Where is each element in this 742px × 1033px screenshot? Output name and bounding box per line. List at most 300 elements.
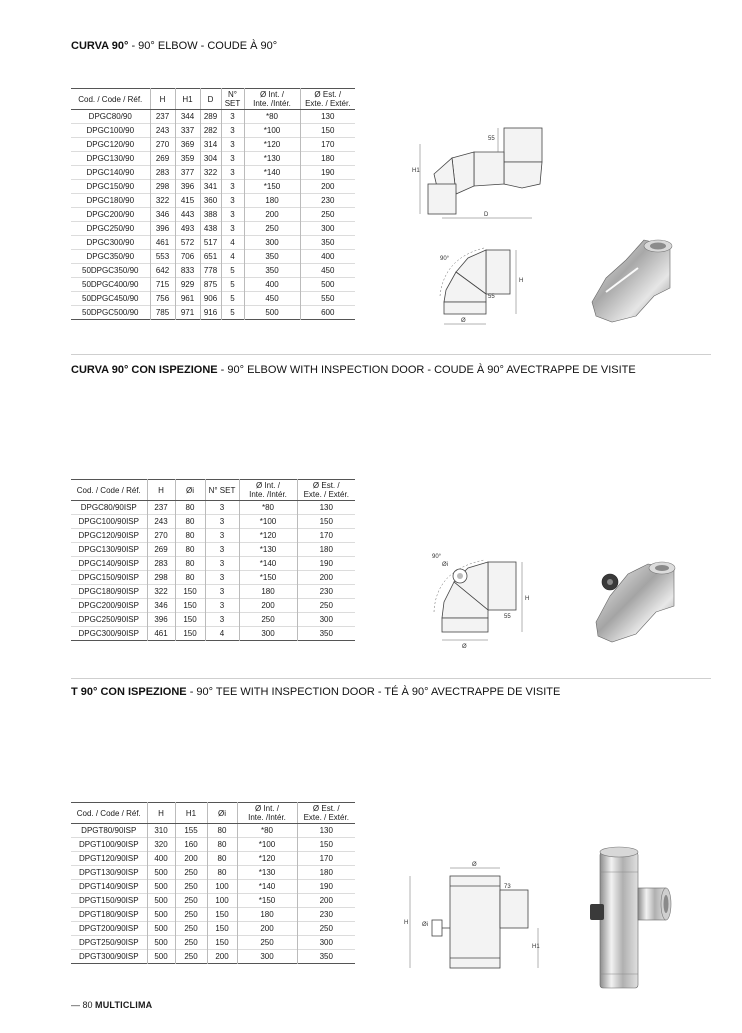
table-cell: 250 — [237, 936, 297, 950]
table-cell: 160 — [175, 838, 207, 852]
table-cell: 500 — [147, 922, 175, 936]
table-cell: *140 — [239, 557, 297, 571]
table-cell: 3 — [205, 585, 239, 599]
table-cell: 500 — [244, 306, 300, 320]
column-header — [71, 89, 150, 110]
table-cell: 282 — [200, 124, 221, 138]
table-row — [71, 824, 355, 838]
table-cell: 322 — [147, 585, 175, 599]
table-cell: 493 — [175, 222, 200, 236]
table-cell: 344 — [175, 110, 200, 124]
table-cell: 396 — [175, 180, 200, 194]
table-cell: 269 — [147, 543, 175, 557]
product-code-cell: DPGC250/90 — [71, 222, 150, 236]
header-line-1: Øi — [186, 485, 194, 495]
table-cell: 300 — [239, 627, 297, 641]
table-cell: 3 — [205, 501, 239, 515]
table-cell: 250 — [175, 950, 207, 964]
table-cell: 337 — [175, 124, 200, 138]
table-cell: 4 — [221, 250, 244, 264]
table-cell: 500 — [300, 278, 355, 292]
elbow-product-photo — [586, 232, 682, 328]
elbow-inspection-drawing — [424, 542, 540, 652]
table-cell: 250 — [244, 222, 300, 236]
table-cell: 572 — [175, 236, 200, 250]
column-header — [297, 480, 355, 501]
column-header — [71, 803, 147, 824]
product-code-cell: DPGC100/90 — [71, 124, 150, 138]
table-cell: 3 — [221, 208, 244, 222]
table-row — [71, 124, 355, 138]
title-rest: - 90° TEE WITH INSPECTION DOOR - TÉ À 90° AVECTRAPPE DE VISITE — [186, 686, 561, 698]
header-line-1: H — [158, 485, 164, 495]
table-row — [71, 838, 355, 852]
table-row — [71, 166, 355, 180]
product-code-cell: DPGT100/90ISP — [71, 838, 147, 852]
tee-inspection-product-photo — [582, 842, 678, 994]
column-header — [300, 89, 355, 110]
table-cell: 500 — [147, 908, 175, 922]
table-cell: *120 — [237, 852, 297, 866]
table-cell: 400 — [244, 278, 300, 292]
table-cell: 359 — [175, 152, 200, 166]
table-cell: 550 — [300, 292, 355, 306]
table-row — [71, 138, 355, 152]
table-cell: 320 — [147, 838, 175, 852]
table-cell: 300 — [297, 613, 355, 627]
column-header — [175, 480, 205, 501]
table-row — [71, 866, 355, 880]
table-row — [71, 571, 355, 585]
header-line-2: Exte. / Extér. — [303, 490, 349, 499]
product-code-cell: DPGC350/90 — [71, 250, 150, 264]
table-cell: 3 — [205, 613, 239, 627]
label-d: D — [484, 212, 489, 218]
elbow-front-drawing — [430, 236, 530, 332]
table-cell: 310 — [147, 824, 175, 838]
table-cell: 237 — [150, 110, 175, 124]
table-cell: 130 — [300, 110, 355, 124]
product-code-cell: DPGC80/90ISP — [80, 503, 137, 512]
table-cell: 170 — [297, 852, 355, 866]
title-rest: - 90° ELBOW WITH INSPECTION DOOR - COUDE À 90° AVECTRAPPE DE VISITE — [217, 364, 636, 376]
table-cell: 237 — [147, 501, 175, 515]
table-cell: 3 — [205, 529, 239, 543]
table-row — [71, 599, 355, 613]
table-cell: 304 — [200, 152, 221, 166]
table-cell: 80 — [207, 824, 237, 838]
table-cell: *120 — [239, 529, 297, 543]
table-row — [71, 627, 355, 641]
product-code-cell: DPGT140/90ISP — [71, 880, 147, 894]
header-line-1: Cod. / Code / Réf. — [76, 485, 141, 495]
table-cell: 150 — [175, 585, 205, 599]
table-cell: 200 — [237, 922, 297, 936]
table-cell: 250 — [175, 908, 207, 922]
table-cell: 314 — [200, 138, 221, 152]
table-cell: 350 — [244, 250, 300, 264]
product-code-cell: DPGC100/90ISP — [71, 515, 147, 529]
page-footer — [71, 1000, 152, 1010]
table-row — [71, 208, 355, 222]
table-cell: 300 — [297, 936, 355, 950]
table-cell: 200 — [207, 950, 237, 964]
table-cell: 270 — [147, 529, 175, 543]
table-cell: 833 — [175, 264, 200, 278]
table-cell: 200 — [175, 852, 207, 866]
table-header-row — [71, 480, 355, 501]
table-header-row — [71, 803, 355, 824]
table-cell: 517 — [200, 236, 221, 250]
table-cell: 80 — [175, 529, 205, 543]
table-cell: 350 — [244, 264, 300, 278]
table-cell: 250 — [175, 894, 207, 908]
table-cell: 778 — [200, 264, 221, 278]
header-line-1: Øi — [218, 808, 226, 818]
column-header — [200, 89, 221, 110]
header-line-1: Cod. / Code / Réf. — [76, 808, 141, 818]
table-cell: 3 — [205, 557, 239, 571]
spec-table-elbow-90 — [71, 88, 355, 320]
header-line-2: Exte. / Extér. — [303, 813, 349, 822]
table-cell: 3 — [205, 515, 239, 529]
product-code-cell: DPGC180/90 — [71, 194, 150, 208]
table-cell: 3 — [221, 152, 244, 166]
table-cell: 150 — [207, 922, 237, 936]
table-cell: *80 — [237, 824, 297, 838]
table-cell: 500 — [147, 936, 175, 950]
table-cell: 283 — [147, 557, 175, 571]
table-cell: 230 — [300, 194, 355, 208]
table-cell: 450 — [300, 264, 355, 278]
table-row — [71, 543, 355, 557]
table-cell: 961 — [175, 292, 200, 306]
table-cell: 300 — [300, 222, 355, 236]
table-cell: 3 — [221, 180, 244, 194]
label-73: 73 — [504, 884, 511, 890]
table-cell: 200 — [297, 894, 355, 908]
column-header — [175, 89, 200, 110]
table-cell: 250 — [297, 599, 355, 613]
title-bold: CURVA 90° CON ISPEZIONE — [71, 364, 218, 376]
product-code-cell: DPGT130/90ISP — [71, 866, 147, 880]
header-line-1: Cod. / Code / Réf. — [78, 94, 143, 104]
table-cell: 80 — [207, 866, 237, 880]
table-cell: *150 — [237, 894, 297, 908]
table-cell: 200 — [239, 599, 297, 613]
table-cell: 250 — [175, 936, 207, 950]
table-row — [71, 264, 355, 278]
header-line-2: Inte. /Intér. — [253, 99, 291, 108]
table-cell: 289 — [200, 110, 221, 124]
table-cell: 756 — [150, 292, 175, 306]
product-code-cell: DPGC80/90 — [88, 112, 132, 121]
table-cell: 500 — [147, 880, 175, 894]
table-cell: 377 — [175, 166, 200, 180]
section-title-tee-inspection — [71, 686, 560, 698]
table-row — [71, 306, 355, 320]
table-cell: 80 — [175, 515, 205, 529]
table-cell: 322 — [200, 166, 221, 180]
section-divider — [71, 354, 711, 355]
product-code-cell: DPGC130/90 — [71, 152, 150, 166]
table-cell: 170 — [300, 138, 355, 152]
table-cell: *80 — [244, 110, 300, 124]
product-code-cell: DPGC250/90ISP — [71, 613, 147, 627]
label-h1: H1 — [412, 168, 420, 174]
spec-table-tee-inspection — [71, 802, 355, 964]
table-cell: 250 — [175, 880, 207, 894]
table-cell: 5 — [221, 292, 244, 306]
table-cell: *120 — [244, 138, 300, 152]
table-row — [71, 194, 355, 208]
table-row — [71, 292, 355, 306]
label-h1: H1 — [532, 944, 540, 950]
table-row — [71, 529, 355, 543]
table-cell: 150 — [300, 124, 355, 138]
table-cell: 396 — [150, 222, 175, 236]
header-line-1: Ø Int. / — [259, 90, 284, 99]
table-cell: 80 — [175, 571, 205, 585]
header-line-1: H — [158, 808, 164, 818]
header-line-1: N° SET — [208, 485, 236, 495]
header-line-1: H1 — [185, 808, 197, 818]
table-cell: 80 — [175, 557, 205, 571]
label-angle: 90° — [440, 256, 450, 262]
elbow-side-drawing — [412, 122, 562, 222]
table-cell: 916 — [200, 306, 221, 320]
label-55b: 55 — [488, 294, 495, 300]
table-cell: 388 — [200, 208, 221, 222]
table-cell: 350 — [297, 950, 355, 964]
table-cell: 200 — [297, 571, 355, 585]
table-cell: 3 — [205, 599, 239, 613]
product-code-cell: DPGC120/90ISP — [71, 529, 147, 543]
table-row — [71, 515, 355, 529]
table-cell: 298 — [150, 180, 175, 194]
label-di: Øi — [442, 562, 448, 568]
table-cell: 150 — [297, 838, 355, 852]
product-code-cell: DPGC140/90 — [71, 166, 150, 180]
table-cell: 5 — [221, 278, 244, 292]
table-cell: 3 — [205, 571, 239, 585]
table-cell: 150 — [207, 908, 237, 922]
table-cell: 415 — [175, 194, 200, 208]
table-cell: *150 — [244, 180, 300, 194]
table-cell: 461 — [147, 627, 175, 641]
table-cell: 150 — [175, 627, 205, 641]
header-line-1: Ø Est. / — [312, 804, 340, 813]
table-cell: 230 — [297, 908, 355, 922]
table-cell: 80 — [207, 838, 237, 852]
page-number: — 80 — [71, 1000, 93, 1010]
table-cell: *140 — [237, 880, 297, 894]
table-row — [71, 894, 355, 908]
table-cell: 150 — [297, 515, 355, 529]
column-header — [239, 480, 297, 501]
table-cell: 3 — [221, 138, 244, 152]
table-cell: 270 — [150, 138, 175, 152]
table-cell: 190 — [297, 557, 355, 571]
header-line-1: H — [159, 94, 166, 104]
table-cell: 190 — [300, 166, 355, 180]
table-cell: 346 — [147, 599, 175, 613]
brand-name: MULTICLIMA — [95, 1000, 153, 1010]
table-cell: 80 — [207, 852, 237, 866]
table-cell: 3 — [205, 543, 239, 557]
table-cell: 875 — [200, 278, 221, 292]
product-code-cell: 50DPGC400/90 — [71, 278, 150, 292]
table-cell: 322 — [150, 194, 175, 208]
table-row — [71, 501, 355, 515]
table-cell: 200 — [300, 180, 355, 194]
header-line-1: N° — [228, 90, 237, 99]
header-line-2: Exte. / Extér. — [305, 99, 351, 108]
table-cell: 250 — [300, 208, 355, 222]
table-cell: 4 — [205, 627, 239, 641]
table-cell: 438 — [200, 222, 221, 236]
table-cell: 150 — [175, 613, 205, 627]
column-header — [237, 803, 297, 824]
product-code-cell: DPGC180/90ISP — [71, 585, 147, 599]
product-code-cell: DPGC300/90 — [71, 236, 150, 250]
table-cell: 180 — [239, 585, 297, 599]
product-code-cell: 50DPGC450/90 — [71, 292, 150, 306]
table-cell: 553 — [150, 250, 175, 264]
table-cell: 150 — [207, 936, 237, 950]
label-angle: 90° — [432, 554, 442, 560]
spec-table-elbow-inspection — [71, 479, 355, 641]
table-cell: 300 — [244, 236, 300, 250]
table-cell: 130 — [297, 824, 355, 838]
table-cell: 929 — [175, 278, 200, 292]
table-cell: 3 — [221, 166, 244, 180]
table-cell: 971 — [175, 306, 200, 320]
table-cell: 500 — [147, 866, 175, 880]
header-line-2: Inte. /Intér. — [248, 813, 286, 822]
table-cell: 500 — [147, 950, 175, 964]
table-cell: *100 — [237, 838, 297, 852]
column-header — [205, 480, 239, 501]
table-cell: 346 — [150, 208, 175, 222]
product-code-cell: DPGT200/90ISP — [71, 922, 147, 936]
header-line-1: Ø Int. / — [255, 481, 280, 490]
table-cell: 200 — [244, 208, 300, 222]
table-row — [71, 236, 355, 250]
table-cell: 360 — [200, 194, 221, 208]
label-h: H — [525, 596, 530, 602]
table-cell: 80 — [175, 543, 205, 557]
table-cell: 180 — [237, 908, 297, 922]
header-line-2: Inte. /Intér. — [249, 490, 287, 499]
product-code-cell: DPGT120/90ISP — [71, 852, 147, 866]
product-code-cell: DPGT300/90ISP — [71, 950, 147, 964]
table-row — [71, 852, 355, 866]
table-cell: 5 — [221, 306, 244, 320]
table-cell: 250 — [175, 866, 207, 880]
table-cell: *130 — [237, 866, 297, 880]
section-divider — [71, 678, 711, 679]
table-cell: 250 — [175, 922, 207, 936]
table-row — [71, 613, 355, 627]
label-diameter: Ø — [472, 862, 477, 868]
column-header — [221, 89, 244, 110]
product-code-cell: 50DPGC500/90 — [71, 306, 150, 320]
column-header — [244, 89, 300, 110]
table-cell: 3 — [221, 222, 244, 236]
table-cell: 243 — [147, 515, 175, 529]
table-cell: 269 — [150, 152, 175, 166]
table-cell: 80 — [175, 501, 205, 515]
table-cell: *130 — [244, 152, 300, 166]
header-line-1: Ø Est. / — [314, 90, 342, 99]
header-line-1: H1 — [182, 94, 193, 104]
table-cell: 396 — [147, 613, 175, 627]
table-cell: 350 — [297, 627, 355, 641]
label-diameter: Ø — [461, 318, 466, 324]
table-cell: *130 — [239, 543, 297, 557]
product-code-cell: DPGT150/90ISP — [71, 894, 147, 908]
product-code-cell: DPGC150/90ISP — [71, 571, 147, 585]
table-cell: 100 — [207, 880, 237, 894]
product-code-cell: DPGT250/90ISP — [71, 936, 147, 950]
product-code-cell: DPGC150/90 — [71, 180, 150, 194]
table-cell: 450 — [244, 292, 300, 306]
table-cell: 243 — [150, 124, 175, 138]
table-cell: 180 — [297, 543, 355, 557]
table-cell: 250 — [239, 613, 297, 627]
table-cell: 785 — [150, 306, 175, 320]
table-cell: *80 — [239, 501, 297, 515]
column-header — [71, 480, 147, 501]
label-di: Øi — [422, 922, 428, 928]
table-cell: 500 — [147, 894, 175, 908]
column-header — [175, 803, 207, 824]
title-rest: - 90° ELBOW - COUDE À 90° — [128, 40, 278, 52]
table-row — [71, 278, 355, 292]
product-code-cell: DPGC140/90ISP — [71, 557, 147, 571]
section-title-elbow-inspection — [71, 364, 636, 376]
table-row — [71, 908, 355, 922]
label-55: 55 — [504, 614, 511, 620]
table-row — [71, 922, 355, 936]
product-code-cell: DPGC200/90 — [71, 208, 150, 222]
table-cell: *150 — [239, 571, 297, 585]
table-cell: 180 — [244, 194, 300, 208]
table-cell: 155 — [175, 824, 207, 838]
product-code-cell: DPGT80/90ISP — [81, 826, 137, 835]
table-cell: 715 — [150, 278, 175, 292]
product-code-cell: DPGC300/90ISP — [71, 627, 147, 641]
header-line-1: D — [207, 94, 214, 104]
column-header — [150, 89, 175, 110]
table-cell: 5 — [221, 264, 244, 278]
table-row — [71, 180, 355, 194]
table-cell: 230 — [297, 585, 355, 599]
table-cell: 300 — [237, 950, 297, 964]
table-cell: 170 — [297, 529, 355, 543]
table-cell: 461 — [150, 236, 175, 250]
table-cell: 400 — [147, 852, 175, 866]
header-line-1: Ø Est. / — [312, 481, 340, 490]
table-cell: 250 — [297, 922, 355, 936]
table-cell: 100 — [207, 894, 237, 908]
table-row — [71, 585, 355, 599]
table-cell: 443 — [175, 208, 200, 222]
header-line-1: Ø Int. / — [254, 804, 279, 813]
table-cell: 600 — [300, 306, 355, 320]
table-row — [71, 110, 355, 124]
